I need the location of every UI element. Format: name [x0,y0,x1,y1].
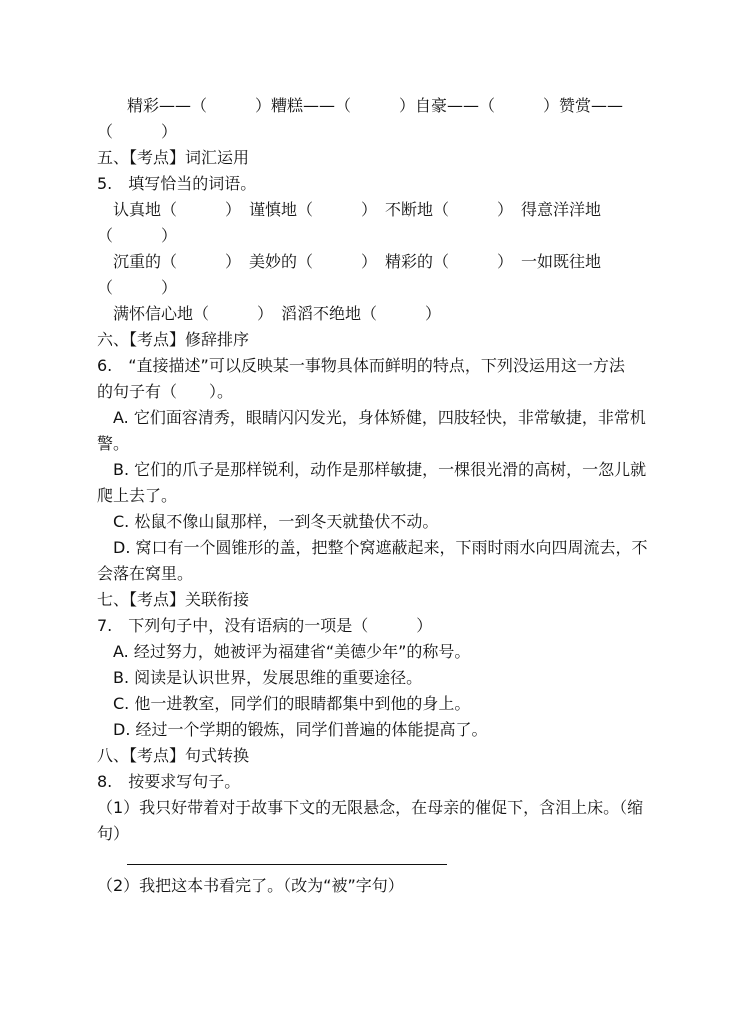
section-heading-6: 六、【考点】修辞排序 [97,330,250,349]
question-8-stem: 8. 按要求写句子。 [97,772,241,791]
line-2: （ ） [97,122,178,141]
question-7-stem: 7. 下列句子中，没有语病的一项是（ ） [97,616,433,635]
option-d: D. 经过一个学期的锻炼，同学们普遍的体能提高了。 [113,720,488,739]
sub-question-2: （2）我把这本书看完了。（改为“被”字句） [97,876,404,895]
line-29: 句） [97,824,130,843]
line-14: 警。 [97,434,130,453]
line-9: 满怀信心地（ ） 滔滔不绝地（ ） [113,304,442,323]
option-c: C. 松鼠不像山鼠那样，一到冬天就蛰伏不动。 [113,512,439,531]
line-1: 精彩——（ ）糟糕——（ ）自豪——（ ）赞赏—— [127,96,624,115]
line-16: 爬上去了。 [97,486,178,505]
line-12: 的句子有（ ）。 [97,382,234,401]
option-d: D. 窝口有一个圆锥形的盖，把整个窝遮蔽起来，下雨时雨水向四周流去，不 [113,538,648,557]
option-a: A. 它们面容清秀，眼睛闪闪发光，身体矫健，四肢轻快，非常敏捷，非常机 [113,408,646,427]
line-19: 会落在窝里。 [97,564,194,583]
section-heading-7: 七、【考点】关联衔接 [97,590,250,609]
option-b: B. 阅读是认识世界，发展思维的重要途径。 [113,668,423,687]
sub-question-1: （1）我只好带着对于故事下文的无限悬念，在母亲的催促下，含泪上床。（缩 [97,798,644,817]
section-heading-5: 五、【考点】词汇运用 [97,148,250,167]
option-b: B. 它们的爪子是那样锐利，动作是那样敏捷，一棵很光滑的高树，一忽儿就 [113,460,647,479]
line-6: （ ） [97,226,178,245]
line-8: （ ） [97,278,178,297]
question-6-stem: 6. “直接描述”可以反映某一事物具体而鲜明的特点，下列没运用这一方法 [97,356,625,375]
question-5-stem: 5. 填写恰当的词语。 [97,174,257,193]
line-7: 沉重的（ ） 美妙的（ ） 精彩的（ ） 一如既往地 [113,252,602,271]
section-heading-8: 八、【考点】句式转换 [97,746,250,765]
answer-line [127,864,447,865]
line-5: 认真地（ ） 谨慎地（ ） 不断地（ ） 得意洋洋地 [113,200,602,219]
option-c: C. 他一进教室，同学们的眼睛都集中到他的身上。 [113,694,471,713]
option-a: A. 经过努力，她被评为福建省“美德少年”的称号。 [113,642,471,661]
